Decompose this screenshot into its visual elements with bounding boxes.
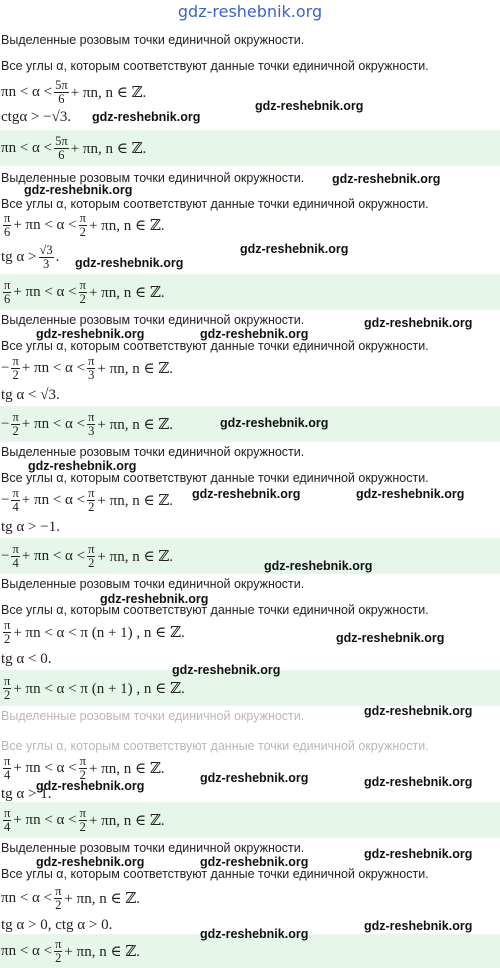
denominator: 2 xyxy=(12,367,19,382)
formula-text: + πn < α < xyxy=(13,811,77,828)
fraction xyxy=(87,355,95,382)
interval-formula xyxy=(1,880,140,916)
denominator: 2 xyxy=(79,767,86,782)
watermark: gdz-reshebnik.org xyxy=(36,779,145,793)
denominator: 2 xyxy=(88,555,95,570)
formula-text: + πn < α < xyxy=(21,491,86,508)
fraction xyxy=(11,487,19,514)
denominator: 6 xyxy=(4,224,11,239)
watermark: gdz-reshebnik.org xyxy=(336,631,445,645)
fraction xyxy=(87,543,95,570)
fraction xyxy=(11,543,19,570)
formula-text: πn < α < xyxy=(1,83,53,100)
answer-highlight xyxy=(0,802,500,838)
fraction xyxy=(3,807,11,834)
fraction xyxy=(79,755,87,782)
numerator: π xyxy=(79,277,86,292)
fraction xyxy=(3,619,11,646)
watermark: gdz-reshebnik.org xyxy=(200,771,309,785)
watermark: gdz-reshebnik.org xyxy=(364,775,473,789)
formula-text: + πn, n ∈ ℤ. xyxy=(97,416,173,433)
denominator: 3 xyxy=(88,367,95,382)
numerator: π xyxy=(4,210,11,225)
formula-text: πn < α < xyxy=(1,139,53,156)
watermark: gdz-reshebnik.org xyxy=(24,183,133,197)
watermark: gdz-reshebnik.org xyxy=(75,256,184,270)
watermark: gdz-reshebnik.org xyxy=(200,927,309,941)
interval-formula xyxy=(1,208,165,242)
condition-formula xyxy=(1,108,71,126)
watermark: gdz-reshebnik.org xyxy=(264,559,373,573)
answer-highlight xyxy=(0,130,500,166)
section-title: Выделенные розовым точки единичной окружности. xyxy=(1,171,305,185)
watermark: gdz-reshebnik.org xyxy=(172,663,281,677)
formula-text: + πn, n ∈ ℤ. xyxy=(97,360,173,377)
formula-text: + πn, n ∈ ℤ. xyxy=(88,812,165,829)
denominator: 4 xyxy=(4,819,11,834)
formula-text: + πn < α < xyxy=(13,216,77,233)
numerator: π xyxy=(4,753,11,768)
denominator: 6 xyxy=(58,91,65,106)
numerator: 5π xyxy=(55,133,68,148)
formula-text: + πn, n ∈ ℤ. xyxy=(88,760,165,777)
condition-text: tg α > −1. xyxy=(1,518,60,535)
section-title: Выделенные розовым точки единичной окружности. xyxy=(1,445,305,459)
condition-text: tg α < 0. xyxy=(1,650,52,667)
watermark: gdz-reshebnik.org xyxy=(28,459,137,473)
fraction xyxy=(11,411,19,438)
watermark: gdz-reshebnik.org xyxy=(364,847,473,861)
denominator: 2 xyxy=(55,950,62,965)
formula-text: − xyxy=(1,359,10,376)
denominator: 6 xyxy=(4,291,11,306)
watermark: gdz-reshebnik.org xyxy=(92,110,201,124)
denominator: 4 xyxy=(12,555,19,570)
denominator: 2 xyxy=(79,291,86,306)
section-title: Выделенные розовым точки единичной окружности. xyxy=(1,841,305,855)
formula-text: + πn, n ∈ ℤ. xyxy=(97,548,173,565)
formula-text: − xyxy=(1,415,10,432)
numerator: π xyxy=(79,210,86,225)
condition-formula xyxy=(1,518,60,536)
section-subtitle: Все углы α, которым соответствуют данные точки единичной окружности. xyxy=(1,197,429,211)
watermark: gdz-reshebnik.org xyxy=(364,316,473,330)
fraction xyxy=(87,411,95,438)
condition-formula xyxy=(1,240,59,274)
condition-text: tg α > 0, ctg α > 0. xyxy=(1,916,113,933)
denominator: 2 xyxy=(55,897,62,912)
interval-formula xyxy=(1,74,146,110)
formula-text: + πn, n ∈ ℤ. xyxy=(64,943,141,960)
numerator: π xyxy=(55,883,62,898)
watermark: gdz-reshebnik.org xyxy=(240,242,349,256)
numerator: π xyxy=(12,409,19,424)
fraction xyxy=(3,279,11,306)
formula-text: + πn, n ∈ ℤ. xyxy=(88,217,165,234)
fraction xyxy=(79,279,87,306)
fraction xyxy=(54,79,69,106)
numerator: √3 xyxy=(39,242,53,257)
numerator: π xyxy=(88,353,95,368)
formula-text: . xyxy=(55,248,60,265)
fraction xyxy=(39,244,54,271)
numerator: π xyxy=(88,485,95,500)
watermark: gdz-reshebnik.org xyxy=(356,487,465,501)
answer-highlight xyxy=(0,538,500,574)
watermark: gdz-reshebnik.org xyxy=(364,704,473,718)
condition-formula xyxy=(1,650,52,668)
fraction xyxy=(54,135,69,162)
condition-text: ctgα > −√3. xyxy=(1,108,72,125)
watermark: gdz-reshebnik.org xyxy=(255,99,364,113)
watermark: gdz-reshebnik.org xyxy=(36,855,145,869)
denominator: 2 xyxy=(79,224,86,239)
denominator: 4 xyxy=(12,499,19,514)
watermark: gdz-reshebnik.org xyxy=(200,855,309,869)
numerator: π xyxy=(12,353,19,368)
denominator: 3 xyxy=(42,256,50,271)
condition-formula xyxy=(1,916,112,934)
fraction xyxy=(3,755,11,782)
section-subtitle: Все углы α, которым соответствуют данные точки единичной окружности. xyxy=(1,59,429,73)
formula-text: + πn, n ∈ ℤ. xyxy=(88,284,165,301)
numerator: π xyxy=(4,617,11,632)
denominator: 2 xyxy=(79,819,86,834)
formula-text: − xyxy=(1,547,10,564)
formula-text: + πn, n ∈ ℤ. xyxy=(70,140,147,157)
formula-text: + πn < α < xyxy=(13,283,77,300)
section-subtitle: Все углы α, которым соответствуют данные точки единичной окружности. xyxy=(1,739,429,753)
fraction xyxy=(54,938,62,965)
fraction xyxy=(3,675,11,702)
watermark: gdz-reshebnik.org xyxy=(364,919,473,933)
denominator: 2 xyxy=(88,499,95,514)
site-header-link[interactable]: gdz-reshebnik.org xyxy=(177,2,323,21)
denominator: 2 xyxy=(4,687,11,702)
fraction xyxy=(79,212,87,239)
formula-text: + πn < α < xyxy=(13,759,77,776)
numerator: π xyxy=(88,409,95,424)
section-subtitle: Все углы α, которым соответствуют данные точки единичной окружности. xyxy=(1,471,429,485)
numerator: π xyxy=(88,541,95,556)
numerator: π xyxy=(55,936,62,951)
fraction xyxy=(79,807,87,834)
fraction xyxy=(87,487,95,514)
watermark: gdz-reshebnik.org xyxy=(100,592,209,606)
section-title: Выделенные розовым точки единичной окружности. xyxy=(1,33,305,47)
denominator: 2 xyxy=(12,423,19,438)
formula-text: + πn < α < π (n + 1) , n ∈ ℤ. xyxy=(13,680,185,697)
section-subtitle: Все углы α, которым соответствуют данные точки единичной окружности. xyxy=(1,339,429,353)
formula-text: + πn < α < π (n + 1) , n ∈ ℤ. xyxy=(13,624,185,641)
numerator: π xyxy=(12,541,19,556)
interval-formula xyxy=(1,614,185,650)
numerator: π xyxy=(79,805,86,820)
section-title: Выделенные розовым точки единичной окружности. xyxy=(1,313,305,327)
denominator: 4 xyxy=(4,767,11,782)
fraction xyxy=(11,355,19,382)
denominator: 3 xyxy=(88,423,95,438)
formula-text: tg α > xyxy=(1,248,37,265)
interval-formula xyxy=(1,482,173,518)
section-subtitle: Все углы α, которым соответствуют данные точки единичной окружности. xyxy=(1,603,429,617)
denominator: 6 xyxy=(58,147,65,162)
numerator: π xyxy=(79,753,86,768)
formula-text: + πn, n ∈ ℤ. xyxy=(97,492,173,509)
condition-text: tg α < √3. xyxy=(1,386,60,403)
watermark: gdz-reshebnik.org xyxy=(36,327,145,341)
formula-text: − xyxy=(1,491,10,508)
numerator: 5π xyxy=(55,77,68,92)
interval-formula xyxy=(1,350,173,386)
condition-formula xyxy=(1,386,60,404)
section-subtitle: Все углы α, которым соответствуют данные точки единичной окружности. xyxy=(1,867,429,881)
numerator: π xyxy=(4,277,11,292)
section-title: Выделенные розовым точки единичной окружности. xyxy=(1,709,305,723)
formula-text: + πn < α < xyxy=(21,359,86,376)
formula-text: + πn, n ∈ ℤ. xyxy=(64,890,141,907)
numerator: π xyxy=(12,485,19,500)
numerator: π xyxy=(4,673,11,688)
watermark: gdz-reshebnik.org xyxy=(332,172,441,186)
fraction xyxy=(3,212,11,239)
watermark: gdz-reshebnik.org xyxy=(200,327,309,341)
numerator: π xyxy=(4,805,11,820)
formula-text: + πn < α < xyxy=(21,547,86,564)
fraction xyxy=(54,885,62,912)
section-title: Выделенные розовым точки единичной окружности. xyxy=(1,577,305,591)
watermark: gdz-reshebnik.org xyxy=(192,487,301,501)
formula-text: πn < α < xyxy=(1,889,53,906)
answer-highlight xyxy=(0,274,500,310)
condition-text: tg α > 1. xyxy=(1,785,52,802)
formula-text: + πn, n ∈ ℤ. xyxy=(70,84,147,101)
formula-text: πn < α < xyxy=(1,942,53,959)
watermark: gdz-reshebnik.org xyxy=(220,416,329,430)
denominator: 2 xyxy=(4,631,11,646)
formula-text: + πn < α < xyxy=(21,415,86,432)
